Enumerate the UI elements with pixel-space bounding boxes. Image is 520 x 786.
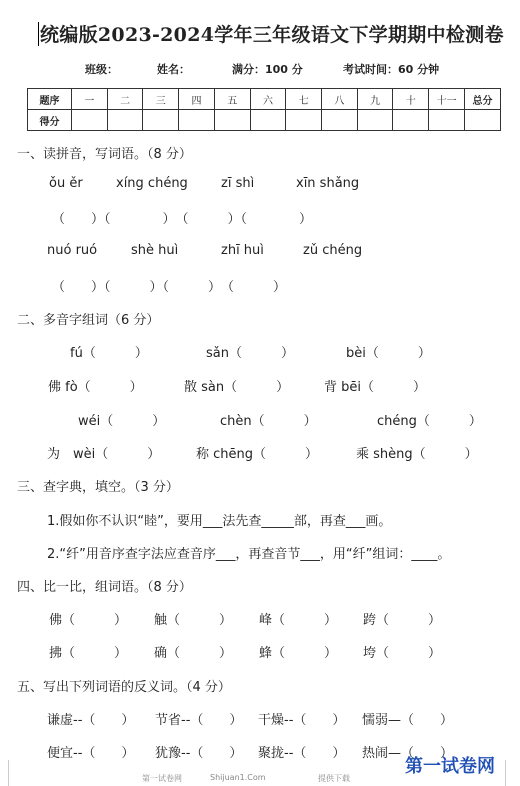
footer-right-text: 提供下载 <box>318 774 350 783</box>
compare-item[interactable]: 拂（ ） <box>49 646 128 661</box>
compare-item[interactable]: 佛（ ） <box>49 613 128 628</box>
table-cell: 一 <box>72 89 108 110</box>
antonym-item[interactable]: 犹豫--（ ） <box>155 746 243 761</box>
section-2-heading: 二、多音字组词（6 分） <box>17 313 160 328</box>
table-cell: 三 <box>143 89 179 110</box>
score-cell[interactable] <box>322 110 358 131</box>
pinyin: zǔ chéng <box>303 243 363 258</box>
score-table <box>27 88 501 131</box>
pinyin: xīn shǎng <box>296 176 360 191</box>
section-1-heading: 一、读拼音，写词语。（8 分） <box>17 147 192 162</box>
polyphone-item[interactable]: wéi（ ） <box>78 414 166 429</box>
footer-left-text: 第一试卷网 <box>142 774 182 783</box>
table-cell: 总分 <box>465 89 501 110</box>
score-label: 满分：100 分 <box>232 63 303 76</box>
pinyin: shè huì <box>131 243 179 258</box>
polyphone-item[interactable]: 散 sàn（ ） <box>184 380 290 395</box>
antonym-item[interactable]: 聚拢--（ ） <box>258 746 346 761</box>
page-edge-left <box>8 760 9 786</box>
table-cell: 七 <box>286 89 322 110</box>
dictionary-question-1[interactable]: 1.假如你不认识“睦”，要用___法先查_____部，再查___画。 <box>47 514 392 529</box>
score-cell[interactable] <box>465 110 501 131</box>
time-label: 考试时间：60 分钟 <box>343 63 440 76</box>
section-4-heading: 四、比一比，组词语。（8 分） <box>17 580 192 595</box>
pinyin: nuó ruó <box>47 243 98 258</box>
table-cell: 得分 <box>28 110 72 131</box>
score-cell[interactable] <box>429 110 465 131</box>
score-cell[interactable] <box>107 110 143 131</box>
polyphone-item[interactable]: bèi（ ） <box>346 346 431 361</box>
polyphone-item[interactable]: 乘 shèng（ ） <box>356 447 478 462</box>
compare-item[interactable]: 触（ ） <box>154 613 233 628</box>
table-cell: 六 <box>250 89 286 110</box>
polyphone-item[interactable]: sǎn（ ） <box>206 346 294 361</box>
table-cell: 四 <box>179 89 215 110</box>
antonym-item[interactable]: 便宜--（ ） <box>47 746 135 761</box>
score-table-header-row <box>28 89 501 110</box>
table-cell: 五 <box>214 89 250 110</box>
polyphone-item[interactable]: chèn（ ） <box>220 414 317 429</box>
antonym-item[interactable]: 谦虚--（ ） <box>47 713 135 728</box>
page-edge-right <box>505 760 506 786</box>
page-title: 统编版2023-2024学年三年级语文下学期期中检测卷 <box>40 24 504 46</box>
antonym-item[interactable]: 懦弱—（ ） <box>362 713 454 728</box>
answer-blanks[interactable]: （ ）（ ） （ ）（ ） <box>52 212 313 227</box>
table-cell: 十一 <box>429 89 465 110</box>
score-cell[interactable] <box>250 110 286 131</box>
score-cell[interactable] <box>393 110 429 131</box>
compare-item[interactable]: 垮（ ） <box>363 646 442 661</box>
section-5-heading: 五、写出下列词语的反义词。（4 分） <box>17 680 231 695</box>
table-cell: 题序 <box>28 89 72 110</box>
section-3-heading: 三、查字典，填空。（3 分） <box>17 480 179 495</box>
pinyin: zhī huì <box>221 243 264 258</box>
compare-item[interactable]: 确（ ） <box>154 646 233 661</box>
polyphone-item[interactable]: fú（ ） <box>70 346 148 361</box>
antonym-item[interactable]: 节省--（ ） <box>155 713 243 728</box>
table-cell: 九 <box>357 89 393 110</box>
name-label: 姓名： <box>157 63 190 76</box>
pinyin: ǒu ěr <box>49 176 83 191</box>
score-cell[interactable] <box>214 110 250 131</box>
table-cell: 十 <box>393 89 429 110</box>
score-cell[interactable] <box>286 110 322 131</box>
text-cursor <box>38 22 39 46</box>
table-cell: 八 <box>322 89 358 110</box>
score-cell[interactable] <box>72 110 108 131</box>
table-cell: 二 <box>107 89 143 110</box>
antonym-item[interactable]: 热闹—（ ） <box>362 746 454 761</box>
brand-logo-text[interactable]: 第一试卷网 <box>405 756 495 777</box>
polyphone-item[interactable]: 背 bēi（ ） <box>324 380 426 395</box>
polyphone-item[interactable]: chéng（ ） <box>377 414 482 429</box>
polyphone-item[interactable]: 称 chēng（ ） <box>196 447 319 462</box>
compare-item[interactable]: 蜂（ ） <box>259 646 338 661</box>
answer-blanks[interactable]: （ ）（ ）（ ） （ ） <box>52 280 287 295</box>
footer-site-text: Shijuan1.Com <box>210 773 266 782</box>
compare-item[interactable]: 跨（ ） <box>363 613 442 628</box>
dictionary-question-2[interactable]: 2.“纤”用音序查字法应查音序___，再查音节___，用“纤”组词：____。 <box>47 547 451 562</box>
score-cell[interactable] <box>179 110 215 131</box>
score-cell[interactable] <box>143 110 179 131</box>
pinyin: zī shì <box>221 176 255 191</box>
polyphone-item[interactable]: 佛 fò（ ） <box>48 380 143 395</box>
score-cell[interactable] <box>357 110 393 131</box>
score-table-score-row <box>28 110 501 131</box>
polyphone-item[interactable]: 为 wèi（ ） <box>47 447 161 462</box>
compare-item[interactable]: 峰（ ） <box>259 613 338 628</box>
pinyin: xíng chéng <box>116 176 188 191</box>
class-label: 班级： <box>85 63 118 76</box>
antonym-item[interactable]: 干燥--（ ） <box>258 713 346 728</box>
